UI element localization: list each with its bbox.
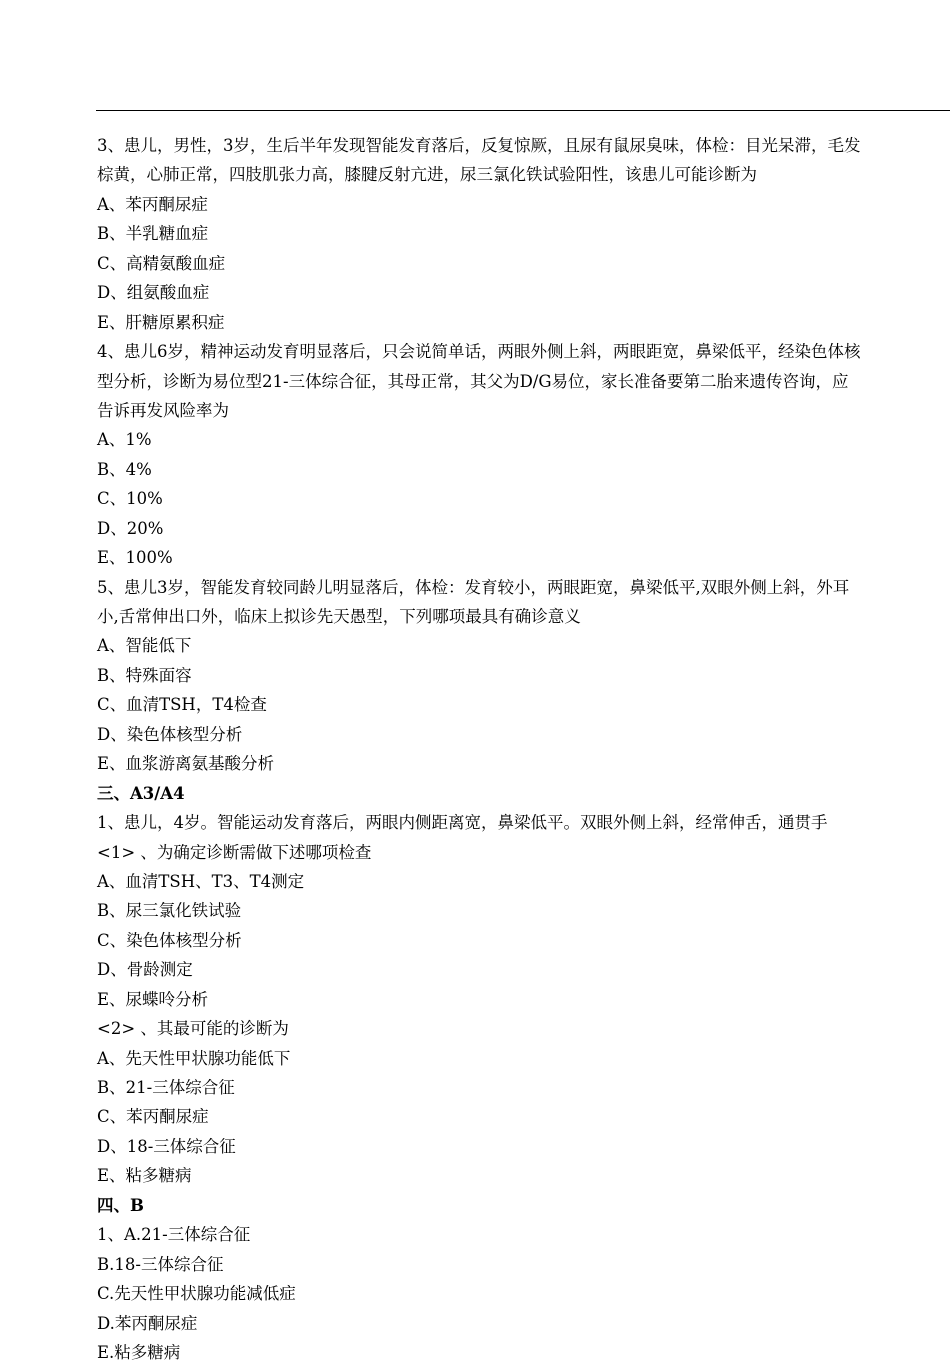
text-line: C、染色体核型分析 xyxy=(97,930,242,950)
text-line: 1、A.21-三体综合征 xyxy=(97,1225,251,1245)
text-line: E、100% xyxy=(97,548,173,568)
text-line: 1、患儿，4岁。智能运动发育落后，两眼内侧距离宽，鼻梁低平。双眼外侧上斜，经常伸舌，通贯手 xyxy=(97,813,828,833)
text-line: B、特殊面容 xyxy=(97,665,192,685)
text-line: C、10% xyxy=(97,489,163,509)
text-line: 3、患儿，男性，3岁，生后半年发现智能发育落后，反复惊厥，且尿有鼠尿臭味，体检：目光呆滞，毛发 xyxy=(97,136,861,155)
text-line: B、尿三氯化铁试验 xyxy=(97,901,242,921)
text-line: D、组氨酸血症 xyxy=(97,283,210,303)
text-line: B、4% xyxy=(97,459,152,479)
text-line: D、骨龄测定 xyxy=(97,960,193,980)
document-body xyxy=(97,131,950,1367)
text-line: E.粘多糖病 xyxy=(97,1342,181,1362)
text-line: A、先天性甲状腺功能低下 xyxy=(97,1048,291,1068)
text-line: D、18-三体综合征 xyxy=(97,1136,236,1156)
text-line: D、染色体核型分析 xyxy=(97,724,243,744)
text-line: E、肝糖原累积症 xyxy=(97,312,225,332)
text-line: 4、患儿6岁，精神运动发育明显落后，只会说简单话，两眼外侧上斜，两眼距宽，鼻梁低平，经染色体核 xyxy=(97,342,861,362)
section-heading: 三、A3/A4 xyxy=(97,783,185,803)
text-line: 5、患儿3岁，智能发育较同龄儿明显落后，体检：发育较小，两眼距宽，鼻梁低平,双眼外侧上斜，外耳 xyxy=(97,577,850,597)
text-line: <1> 、为确定诊断需做下述哪项检查 xyxy=(97,842,372,862)
text-line: B、21-三体综合征 xyxy=(97,1078,235,1097)
text-line: 小,舌常伸出口外，临床上拟诊先天愚型，下列哪项最具有确诊意义 xyxy=(97,607,581,626)
text-line: A、血清TSH、T3、T4测定 xyxy=(97,871,305,891)
text-line: E、粘多糖病 xyxy=(97,1166,192,1186)
text-line: 告诉再发风险率为 xyxy=(97,400,229,420)
text-line: C.先天性甲状腺功能减低症 xyxy=(97,1284,296,1304)
text-line: A、苯丙酮尿症 xyxy=(97,194,208,214)
text-line: B.18-三体综合征 xyxy=(97,1254,224,1274)
text-line: C、苯丙酮尿症 xyxy=(97,1107,209,1127)
section-heading: 四、B xyxy=(97,1195,144,1215)
text-line: A、智能低下 xyxy=(97,636,192,656)
text-line: 型分析，诊断为易位型21-三体综合征，其母正常，其父为D/G易位，家长准备要第二胎来遗传咨询，应 xyxy=(97,371,849,391)
text-line: B、半乳糖血症 xyxy=(97,224,209,244)
text-line: E、血浆游离氨基酸分析 xyxy=(97,754,275,774)
text-line: 棕黄，心肺正常，四肢肌张力高，膝腱反射亢进，尿三氯化铁试验阳性，该患儿可能诊断为 xyxy=(97,165,757,185)
text-line: C、血清TSH，T4检查 xyxy=(97,695,267,715)
header-rule xyxy=(96,110,950,111)
text-line: A、1% xyxy=(97,430,152,450)
text-line: <2> 、其最可能的诊断为 xyxy=(97,1019,289,1039)
text-line: E、尿蝶呤分析 xyxy=(97,989,209,1009)
text-line: D.苯丙酮尿症 xyxy=(97,1313,198,1333)
text-line: C、高精氨酸血症 xyxy=(97,253,226,273)
text-line: D、20% xyxy=(97,518,164,538)
